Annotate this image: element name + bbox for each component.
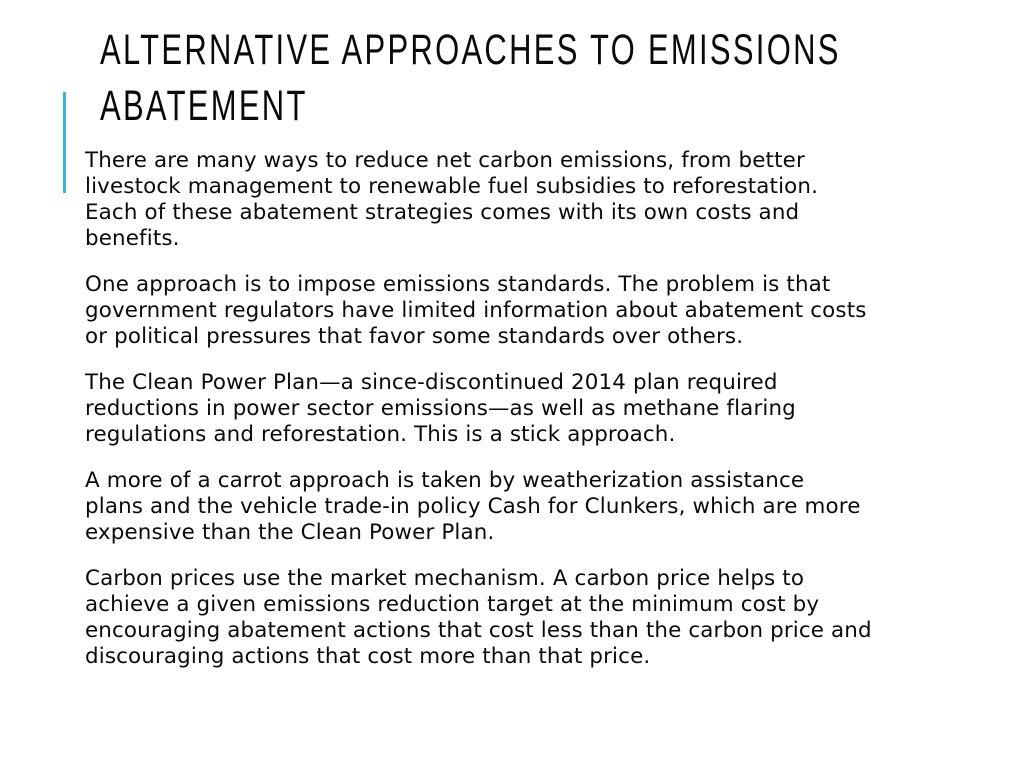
text-line: discouraging actions that cost more than that price. [85,644,651,669]
title-line-1: ALTERNATIVE APPROACHES TO EMISSIONS [100,26,841,74]
slide-body [85,148,985,690]
paragraph-clean-power-plan [85,370,985,448]
slide-title [100,22,964,134]
text-line: livestock management to renewable fuel subsidies to reforestation. [85,174,819,199]
text-line: expensive than the Clean Power Plan. [85,520,495,545]
text-line: or political pressures that favor some standards over others. [85,324,744,349]
text-line: The Clean Power Plan—a since-discontinued 2014 plan required [85,370,778,395]
text-line: government regulators have limited information about abatement costs [85,298,867,323]
paragraph-emissions-standards [85,272,985,350]
text-line: Carbon prices use the market mechanism. A carbon price helps to [85,566,805,591]
accent-bar [63,92,66,193]
paragraph-abatement-overview [85,148,985,252]
text-line: plans and the vehicle trade-in policy Cash for Clunkers, which are more [85,494,861,519]
text-line: achieve a given emissions reduction target at the minimum cost by [85,592,820,617]
text-line: One approach is to impose emissions standards. The problem is that [85,272,831,297]
title-line-2: ABATEMENT [100,82,308,130]
text-line: Each of these abatement strategies comes with its own costs and [85,200,800,225]
paragraph-carrot-approach [85,468,985,546]
text-line: encouraging abatement actions that cost less than the carbon price and [85,618,872,643]
text-line: A more of a carrot approach is taken by weatherization assistance [85,468,805,493]
text-line: regulations and reforestation. This is a stick approach. [85,422,676,447]
text-line: There are many ways to reduce net carbon emissions, from better [85,148,805,173]
text-line: benefits. [85,226,180,251]
text-line: reductions in power sector emissions—as well as methane flaring [85,396,796,421]
paragraph-carbon-prices [85,566,985,670]
